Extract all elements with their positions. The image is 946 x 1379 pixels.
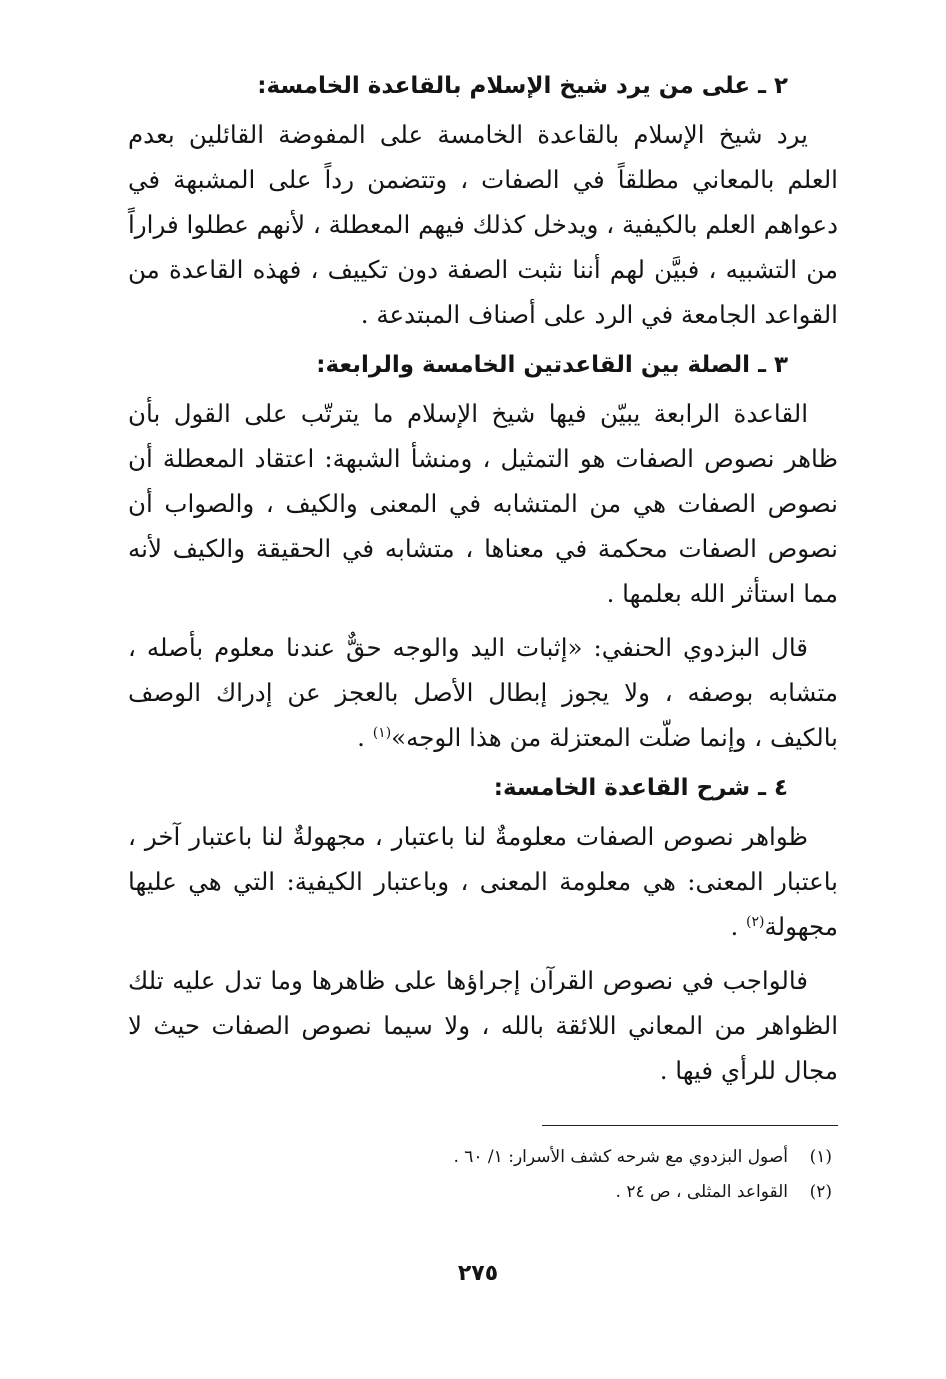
body-paragraph	[128, 814, 838, 949]
footnote-text: القواعد المثلى ، ص ٢٤ .	[615, 1182, 788, 1202]
body-paragraph: القاعدة الرابعة يبيّن فيها شيخ الإسلام ما يترتّب على القول بأن ظاهر نصوص الصفات هو التمثيل ، ومنشأ الشبهة: اعتقاد المعطلة أن نصوص الصفات هي من المتشابه في المعنى والكيف ، والصواب أن نصوص الصفات محكمة في معناها ، متشابه في الحقيقة والكيف لأنه مما استأثر الله بعلمها .	[128, 399, 838, 608]
page-number: ٢٧٥	[457, 1261, 499, 1286]
quote-paragraph	[128, 625, 838, 760]
section-heading: ٤ ـ شرح القاعدة الخامسة:	[493, 775, 788, 801]
body-paragraph: فالواجب في نصوص القرآن إجراؤها على ظاهرها وما تدل عليه تلك الظواهر من المعاني اللائقة بالله ، ولا سيما نصوص الصفات حيث لا مجال للرأي فيها .	[128, 966, 838, 1085]
quote-text: قال البزدوي الحنفي: «إثبات اليد والوجه حقٌّ عندنا معلوم بأصله ، متشابه بوصفه ، ولا يجوز إبطال الأصل بالعجز عن إدراك الوصف بالكيف ، وإنما ضلّت المعتزلة من هذا الوجه»	[128, 633, 838, 752]
sentence-end: .	[730, 912, 747, 941]
section-heading: ٢ ـ على من يرد شيخ الإسلام بالقاعدة الخامسة:	[257, 73, 788, 99]
paragraph-text: ظواهر نصوص الصفات معلومةٌ لنا باعتبار ، مجهولةٌ لنا باعتبار آخر ، باعتبار المعنى: هي معلومة المعنى ، وباعتبار الكيفية: التي هي عليها مجهولة	[128, 822, 838, 941]
footnote-reference[interactable]: (١)	[372, 724, 392, 741]
footnote-item	[128, 1175, 838, 1210]
footnote-number: (٢)	[809, 1182, 832, 1202]
footnote-item	[128, 1140, 838, 1175]
body-paragraph: يرد شيخ الإسلام بالقاعدة الخامسة على المفوضة القائلين بعدم العلم بالمعاني مطلقاً في الصفات ، وتتضمن رداً على المشبهة في دعواهم العلم بالكيفية ، ويدخل كذلك فيهم المعطلة ، لأنهم عطلوا فراراً من التشبيه ، فبيَّن لهم أننا نثبت الصفة دون تكييف ، فهذه القاعدة من القواعد الجامعة في الرد على أصناف المبتدعة .	[128, 120, 838, 329]
footnote-text: أصول البزدوي مع شرحه كشف الأسرار: ١/ ٦٠ .	[453, 1147, 788, 1167]
sentence-end: .	[357, 723, 373, 752]
footnote-reference[interactable]: (٢)	[746, 913, 765, 930]
section-heading: ٣ ـ الصلة بين القاعدتين الخامسة والرابعة:	[316, 352, 788, 378]
page-content	[128, 66, 838, 1210]
footnote-number: (١)	[809, 1147, 832, 1167]
